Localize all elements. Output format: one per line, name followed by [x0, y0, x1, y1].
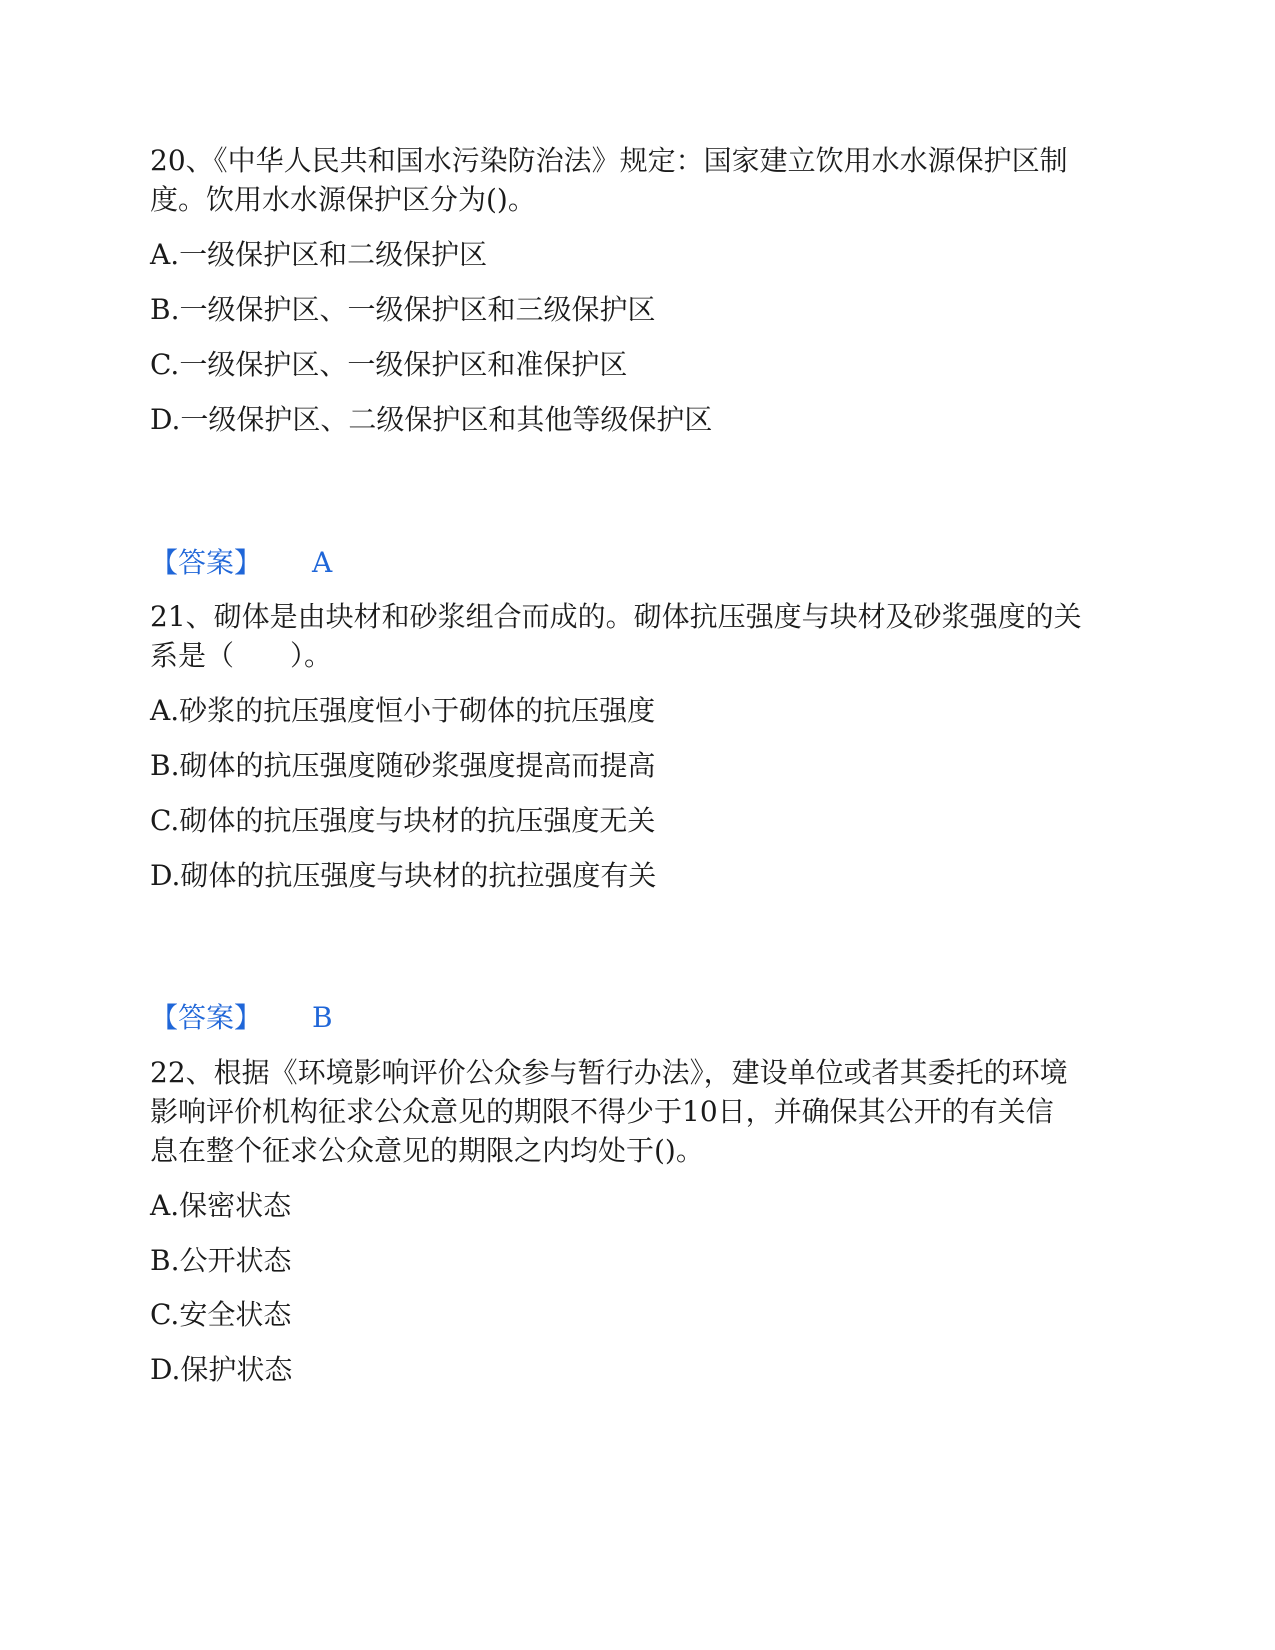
- answer-label: 【答案】: [150, 546, 263, 579]
- question-20-option-b: B.一级保护区、一级保护区和三级保护区: [150, 293, 656, 326]
- answer-value: A: [312, 546, 333, 579]
- question-21-stem-line-2: 系是（ ）。: [150, 639, 333, 672]
- answer-label: 【答案】: [150, 1001, 263, 1034]
- question-20-option-c: C.一级保护区、一级保护区和准保护区: [150, 348, 628, 381]
- question-21-option-a: A.砂浆的抗压强度恒小于砌体的抗压强度: [150, 694, 656, 727]
- question-21-option-c: C.砌体的抗压强度与块材的抗压强度无关: [150, 804, 656, 837]
- question-20-answer: [150, 545, 332, 581]
- question-22-stem-line-1: 22、根据《环境影响评价公众参与暂行办法》，建设单位或者其委托的环境: [150, 1056, 1068, 1089]
- question-22-option-a: A.保密状态: [150, 1189, 292, 1222]
- question-21-option-b: B.砌体的抗压强度随砂浆强度提高而提高: [150, 749, 656, 782]
- question-20-stem-line-2: 度。饮用水水源保护区分为()。: [150, 183, 536, 216]
- question-20-option-a: A.一级保护区和二级保护区: [150, 238, 488, 271]
- question-20-stem-line-1: 20、《中华人民共和国水污染防治法》规定：国家建立饮用水水源保护区制: [150, 144, 1068, 177]
- question-22-stem-line-2: 影响评价机构征求公众意见的期限不得少于10日，并确保其公开的有关信: [150, 1095, 1054, 1128]
- question-20-option-d: D.一级保护区、二级保护区和其他等级保护区: [150, 403, 713, 436]
- question-22-stem-line-3: 息在整个征求公众意见的期限之内均处于()。: [150, 1134, 704, 1167]
- question-22-option-b: B.公开状态: [150, 1244, 292, 1277]
- question-22-option-c: C.安全状态: [150, 1298, 292, 1331]
- question-21-option-d: D.砌体的抗压强度与块材的抗拉强度有关: [150, 859, 657, 892]
- question-21-answer: [150, 1000, 333, 1036]
- question-21-stem-line-1: 21、砌体是由块材和砂浆组合而成的。砌体抗压强度与块材及砂浆强度的关: [150, 600, 1082, 633]
- question-22-option-d: D.保护状态: [150, 1353, 293, 1386]
- answer-value: B: [312, 1001, 333, 1034]
